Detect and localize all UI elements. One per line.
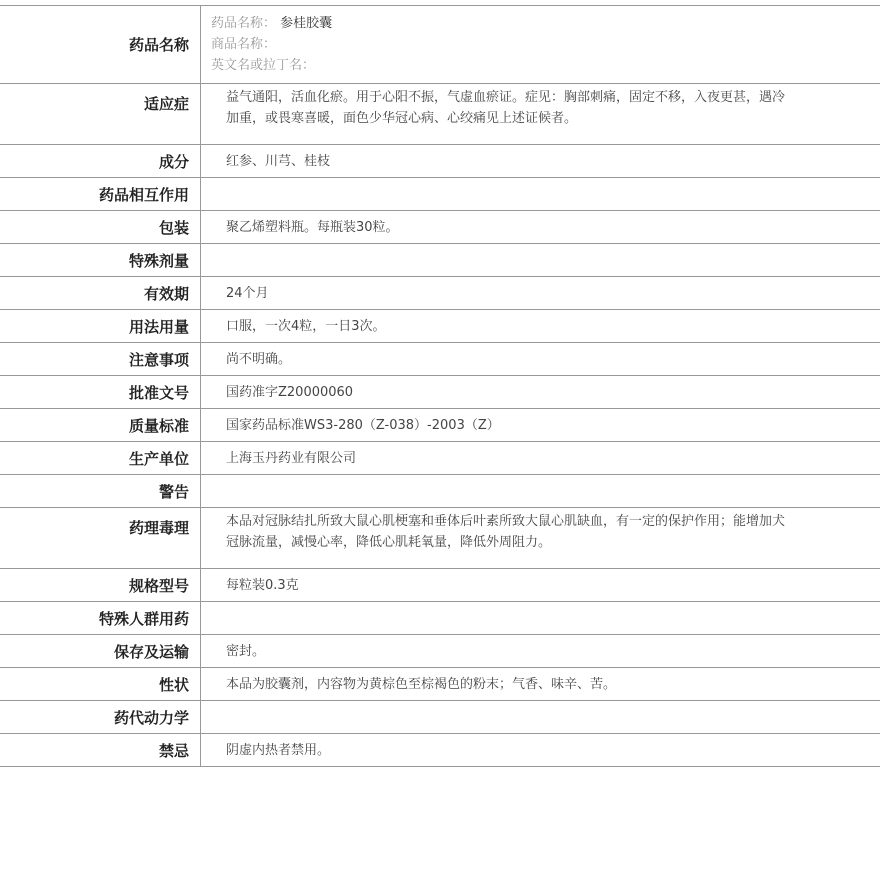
trade-name-label: 商品名称： <box>211 37 277 52</box>
row-value: 尚不明确。 <box>201 343 880 376</box>
table-row <box>0 310 880 343</box>
generic-name-value: 参桂胶囊 <box>280 16 333 31</box>
row-value: 本品为胶囊剂，内容物为黄棕色至棕褐色的粉末；气香、味辛、苦。 <box>201 668 880 701</box>
row-value: 口服，一次4粒，一日3次。 <box>201 310 880 343</box>
row-value: 本品对冠脉结扎所致大鼠心肌梗塞和垂体后叶素所致大鼠心肌缺血，有一定的保护作用；能增加犬冠脉流量，减慢心率，降低心肌耗氧量，降低外周阻力。 <box>201 508 880 569</box>
table-row <box>0 734 880 767</box>
row-pharmacology <box>0 508 880 569</box>
row-value: 聚乙烯塑料瓶。每瓶装30粒。 <box>201 211 880 244</box>
row-value: 国家药品标准WS3-280（Z-038）-2003（Z） <box>201 409 880 442</box>
row-label: 特殊剂量 <box>0 244 201 277</box>
row-value <box>201 244 880 277</box>
row-label: 规格型号 <box>0 569 201 602</box>
row-label: 药代动力学 <box>0 701 201 734</box>
row-value: 国药准字Z20000060 <box>201 376 880 409</box>
drug-name-block <box>201 13 880 76</box>
row-label: 保存及运输 <box>0 635 201 668</box>
row-value: 24个月 <box>201 277 880 310</box>
row-value <box>201 602 880 635</box>
table-row <box>0 409 880 442</box>
generic-name-label: 药品名称： <box>211 16 277 31</box>
row-value <box>201 178 880 211</box>
row-label: 警告 <box>0 475 201 508</box>
row-label: 药理毒理 <box>0 508 201 569</box>
table-row <box>0 376 880 409</box>
table-row <box>0 343 880 376</box>
row-value <box>201 701 880 734</box>
row-label: 生产单位 <box>0 442 201 475</box>
row-value: 阴虚内热者禁用。 <box>201 734 880 767</box>
table-row <box>0 277 880 310</box>
table-row <box>0 569 880 602</box>
row-value: 每粒装0.3克 <box>201 569 880 602</box>
table-row <box>0 244 880 277</box>
row-label: 药品相互作用 <box>0 178 201 211</box>
row-value: 密封。 <box>201 635 880 668</box>
table-row <box>0 668 880 701</box>
table-row <box>0 145 880 178</box>
row-value: 益气通阳，活血化瘀。用于心阳不振，气虚血瘀证。症见：胸部刺痛，固定不移，入夜更甚，遇冷加重，或畏寒喜暖，面色少华冠心病、心绞痛见上述证候者。 <box>201 84 880 145</box>
row-label: 有效期 <box>0 277 201 310</box>
row-drug-name <box>0 6 880 84</box>
table-row <box>0 211 880 244</box>
row-label: 药品名称 <box>0 6 201 84</box>
row-label: 包装 <box>0 211 201 244</box>
row-label: 成分 <box>0 145 201 178</box>
table-row <box>0 178 880 211</box>
row-label: 禁忌 <box>0 734 201 767</box>
row-label: 注意事项 <box>0 343 201 376</box>
row-label: 适应症 <box>0 84 201 145</box>
row-label: 用法用量 <box>0 310 201 343</box>
row-label: 特殊人群用药 <box>0 602 201 635</box>
english-name-label: 英文名或拉丁名： <box>211 58 316 73</box>
row-label: 质量标准 <box>0 409 201 442</box>
row-label: 批准文号 <box>0 376 201 409</box>
row-value <box>201 475 880 508</box>
table-row <box>0 475 880 508</box>
table-row <box>0 442 880 475</box>
table-row <box>0 602 880 635</box>
row-value: 红参、川芎、桂枝 <box>201 145 880 178</box>
drug-info-table <box>0 5 880 767</box>
row-label: 性状 <box>0 668 201 701</box>
row-value: 上海玉丹药业有限公司 <box>201 442 880 475</box>
row-indications <box>0 84 880 145</box>
table-row <box>0 701 880 734</box>
table-row <box>0 635 880 668</box>
